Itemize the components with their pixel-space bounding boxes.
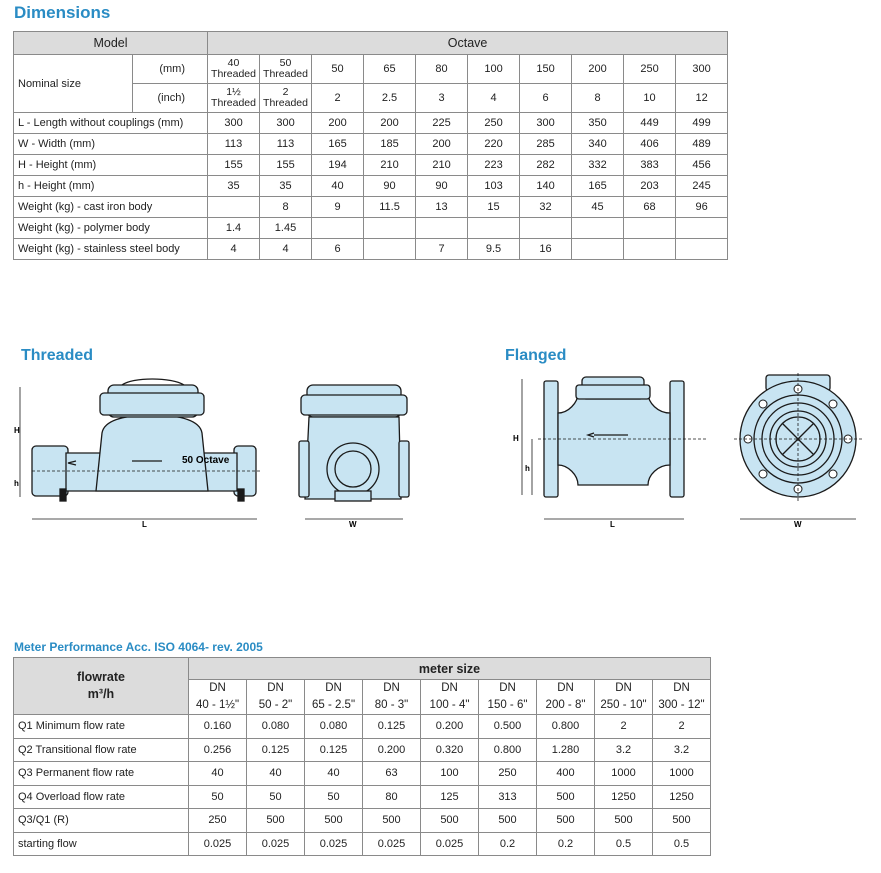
dn-size: 250 - 10" (600, 699, 647, 711)
size-value: 300 (692, 63, 711, 75)
table-cell: 332 (572, 155, 624, 176)
inch-size-cell (520, 84, 572, 113)
table-cell: 0.200 (363, 738, 421, 762)
table-cell: 223 (468, 155, 520, 176)
table-cell: 350 (572, 113, 624, 134)
dn-size: 80 - 3" (374, 699, 409, 711)
meter-size-cell (189, 680, 247, 715)
performance-title: Meter Performance Acc. ISO 4064- rev. 2005 (14, 640, 263, 654)
table-cell: 282 (520, 155, 572, 176)
row-label: W - Width (mm) (14, 134, 208, 155)
dn-size: 40 - 1½" (195, 699, 240, 711)
table-row (14, 809, 711, 833)
table-cell: 155 (260, 155, 312, 176)
table-cell: 313 (479, 785, 537, 809)
mm-size-cell (624, 55, 676, 84)
table-cell: 203 (624, 176, 676, 197)
dn-label: DN (325, 682, 342, 694)
dn-label: DN (441, 682, 458, 694)
size-value: 50 (331, 63, 344, 75)
table-cell: 80 (363, 785, 421, 809)
table-cell: 0.800 (537, 715, 595, 739)
meter-size-cell (479, 680, 537, 715)
table-cell: 383 (624, 155, 676, 176)
table-cell: 11.5 (364, 197, 416, 218)
table-cell: 3.2 (595, 738, 653, 762)
table-cell: 6 (312, 239, 364, 260)
table-cell: 225 (416, 113, 468, 134)
dn-size: 150 - 6" (487, 699, 528, 711)
threaded-front-diagram (295, 373, 413, 531)
table-cell: 0.256 (189, 738, 247, 762)
table-cell: 500 (247, 809, 305, 833)
table-cell: 285 (520, 134, 572, 155)
table-cell: 2 (595, 715, 653, 739)
table-cell: 113 (208, 134, 260, 155)
table-cell: 32 (520, 197, 572, 218)
table-cell: 40 (312, 176, 364, 197)
table-cell: 210 (416, 155, 468, 176)
flanged-W-label: W (794, 520, 802, 529)
table-cell: 499 (676, 113, 728, 134)
table-cell: 9 (312, 197, 364, 218)
table-cell: 0.5 (653, 832, 711, 856)
table-cell (572, 218, 624, 239)
flanged-front-diagram (734, 373, 864, 531)
size-value: 8 (594, 92, 601, 104)
size-value: 80 (435, 63, 448, 75)
threaded-side-diagram (12, 373, 270, 531)
table-cell: 185 (364, 134, 416, 155)
mm-size-cell (364, 55, 416, 84)
inch-unit: (inch) (133, 84, 208, 113)
dimensions-title: Dimensions (14, 3, 111, 22)
dn-size: 65 - 2.5" (311, 699, 356, 711)
table-cell: 1.280 (537, 738, 595, 762)
flanged-side-diagram (508, 373, 708, 531)
meter-size-cell (305, 680, 363, 715)
size-value: 2.5 (381, 92, 398, 104)
table-cell: 489 (676, 134, 728, 155)
table-cell: 0.125 (305, 738, 363, 762)
table-cell (676, 218, 728, 239)
table-cell: 50 (305, 785, 363, 809)
table-cell: 0.025 (363, 832, 421, 856)
dn-label: DN (209, 682, 226, 694)
threaded-title: Threaded (21, 347, 94, 364)
table-cell: 1000 (653, 762, 711, 786)
mm-size-cell (520, 55, 572, 84)
table-cell: 0.2 (479, 832, 537, 856)
inch-size-cell (260, 84, 312, 113)
table-cell: 90 (364, 176, 416, 197)
dn-label: DN (499, 682, 516, 694)
table-cell: 155 (208, 155, 260, 176)
threaded-h-label: h (14, 479, 19, 488)
size-value: 50 (279, 57, 292, 69)
table-cell: 300 (208, 113, 260, 134)
table-row (14, 762, 711, 786)
table-cell: 1250 (653, 785, 711, 809)
size-type: Threaded (211, 97, 256, 109)
table-row (14, 218, 728, 239)
table-cell: 103 (468, 176, 520, 197)
row-label: Weight (kg) - cast iron body (14, 197, 208, 218)
table-row (14, 832, 711, 856)
table-cell: 16 (520, 239, 572, 260)
table-cell: 4 (208, 239, 260, 260)
table-cell: 250 (189, 809, 247, 833)
table-cell: 35 (208, 176, 260, 197)
table-cell: 500 (595, 809, 653, 833)
table-cell: 63 (363, 762, 421, 786)
table-cell (624, 239, 676, 260)
inch-size-cell (468, 84, 520, 113)
performance-table (13, 657, 711, 856)
table-cell: 0.025 (247, 832, 305, 856)
meter-size-cell (537, 680, 595, 715)
flanged-h-label: h (525, 464, 530, 473)
table-cell: 300 (260, 113, 312, 134)
meter-size-cell (363, 680, 421, 715)
inch-size-cell (208, 84, 260, 113)
table-cell: 200 (416, 134, 468, 155)
flowrate-header (14, 658, 189, 715)
table-row (14, 785, 711, 809)
threaded-W-label: W (349, 520, 357, 529)
meter-size-cell (595, 680, 653, 715)
dn-label: DN (267, 682, 284, 694)
table-cell: 0.2 (537, 832, 595, 856)
table-cell: 1250 (595, 785, 653, 809)
table-cell: 500 (421, 809, 479, 833)
model-header: Model (14, 32, 208, 55)
table-cell: 0.125 (247, 738, 305, 762)
table-cell: 0.080 (305, 715, 363, 739)
table-cell: 400 (537, 762, 595, 786)
dn-size: 100 - 4" (429, 699, 470, 711)
dn-label: DN (383, 682, 400, 694)
row-label: Q4 Overload flow rate (14, 785, 189, 809)
dn-size: 50 - 2" (258, 699, 293, 711)
table-cell (312, 218, 364, 239)
dimensions-table (13, 31, 728, 260)
table-cell: 90 (416, 176, 468, 197)
table-cell (572, 239, 624, 260)
table-cell: 200 (312, 113, 364, 134)
row-label: H - Height (mm) (14, 155, 208, 176)
table-cell (364, 218, 416, 239)
table-cell: 250 (479, 762, 537, 786)
table-row (14, 715, 711, 739)
row-label: L - Length without couplings (mm) (14, 113, 208, 134)
table-cell: 449 (624, 113, 676, 134)
size-value: 100 (484, 63, 503, 75)
table-cell: 165 (572, 176, 624, 197)
table-cell: 0.200 (421, 715, 479, 739)
row-label: Weight (kg) - polymer body (14, 218, 208, 239)
table-cell: 0.800 (479, 738, 537, 762)
table-cell: 8 (260, 197, 312, 218)
table-row (14, 155, 728, 176)
size-value: 65 (383, 63, 396, 75)
inch-size-cell (312, 84, 364, 113)
table-row (14, 113, 728, 134)
size-type: Threaded (211, 68, 256, 80)
dn-label: DN (557, 682, 574, 694)
threaded-H-label: H (14, 426, 20, 435)
table-cell: 500 (537, 785, 595, 809)
size-value: 2 (282, 86, 289, 98)
table-cell: 300 (520, 113, 572, 134)
size-value: 250 (640, 63, 659, 75)
table-cell: 200 (364, 113, 416, 134)
mm-size-cell (676, 55, 728, 84)
table-cell: 0.160 (189, 715, 247, 739)
table-cell: 113 (260, 134, 312, 155)
table-cell: 4 (260, 239, 312, 260)
table-cell (676, 239, 728, 260)
threaded-L-label: L (142, 520, 147, 529)
table-cell: 500 (305, 809, 363, 833)
table-cell (624, 218, 676, 239)
row-label: Q1 Minimum flow rate (14, 715, 189, 739)
size-value: 6 (542, 92, 549, 104)
inch-size-cell (572, 84, 624, 113)
table-cell: 125 (421, 785, 479, 809)
inch-size-cell (624, 84, 676, 113)
row-label: Weight (kg) - stainless steel body (14, 239, 208, 260)
table-cell: 194 (312, 155, 364, 176)
table-cell: 50 (247, 785, 305, 809)
row-label: starting flow (14, 832, 189, 856)
size-value: 2 (334, 92, 341, 104)
table-cell: 45 (572, 197, 624, 218)
octave-header: Octave (208, 32, 728, 55)
meter-size-cell (247, 680, 305, 715)
table-cell: 0.025 (421, 832, 479, 856)
table-cell (364, 239, 416, 260)
table-cell: 7 (416, 239, 468, 260)
table-cell (208, 197, 260, 218)
mm-size-cell (208, 55, 260, 84)
size-value: 12 (695, 92, 708, 104)
table-cell: 2 (653, 715, 711, 739)
table-row (14, 176, 728, 197)
size-value: 1½ (226, 86, 241, 98)
table-cell: 340 (572, 134, 624, 155)
table-cell: 210 (364, 155, 416, 176)
mm-size-cell (416, 55, 468, 84)
dn-label: DN (673, 682, 690, 694)
table-cell: 500 (653, 809, 711, 833)
mm-size-cell (260, 55, 312, 84)
table-cell: 1.45 (260, 218, 312, 239)
size-value: 10 (643, 92, 656, 104)
table-cell: 13 (416, 197, 468, 218)
flowrate-unit: m³/h (87, 687, 115, 701)
mm-size-cell (312, 55, 364, 84)
dn-size: 300 - 12" (658, 699, 705, 711)
table-cell: 1.4 (208, 218, 260, 239)
table-cell: 1000 (595, 762, 653, 786)
size-value: 200 (588, 63, 607, 75)
table-cell: 68 (624, 197, 676, 218)
size-value: 40 (227, 57, 240, 69)
table-row (14, 239, 728, 260)
flowrate-label: flowrate (77, 670, 125, 684)
table-cell: 456 (676, 155, 728, 176)
table-cell: 220 (468, 134, 520, 155)
size-type: Threaded (263, 68, 308, 80)
mm-size-cell (468, 55, 520, 84)
table-cell (468, 218, 520, 239)
table-cell: 96 (676, 197, 728, 218)
row-label: Q3 Permanent flow rate (14, 762, 189, 786)
table-cell: 406 (624, 134, 676, 155)
mm-unit: (mm) (133, 55, 208, 84)
table-cell: 245 (676, 176, 728, 197)
table-cell: 0.080 (247, 715, 305, 739)
table-cell: 9.5 (468, 239, 520, 260)
table-cell: 0.025 (305, 832, 363, 856)
inch-size-cell (416, 84, 468, 113)
mm-size-cell (572, 55, 624, 84)
dn-size: 200 - 8" (545, 699, 586, 711)
table-cell: 100 (421, 762, 479, 786)
table-cell: 35 (260, 176, 312, 197)
size-value: 4 (490, 92, 497, 104)
table-cell: 50 (189, 785, 247, 809)
flanged-L-label: L (610, 520, 615, 529)
nominal-size-label: Nominal size (14, 55, 133, 113)
table-row (14, 134, 728, 155)
table-row (14, 738, 711, 762)
table-row (14, 197, 728, 218)
flanged-H-label: H (513, 434, 519, 443)
table-cell: 250 (468, 113, 520, 134)
size-type: Threaded (263, 97, 308, 109)
table-cell (416, 218, 468, 239)
table-cell: 0.125 (363, 715, 421, 739)
table-cell: 0.025 (189, 832, 247, 856)
dn-label: DN (615, 682, 632, 694)
meter-size-header: meter size (189, 658, 711, 680)
table-cell: 3.2 (653, 738, 711, 762)
table-cell: 165 (312, 134, 364, 155)
table-cell: 0.500 (479, 715, 537, 739)
table-cell: 500 (363, 809, 421, 833)
inch-size-cell (676, 84, 728, 113)
table-cell: 500 (479, 809, 537, 833)
meter-body-text: 50 Octave (182, 455, 230, 466)
row-label: Q3/Q1 (R) (14, 809, 189, 833)
size-value: 3 (438, 92, 445, 104)
table-cell: 0.320 (421, 738, 479, 762)
table-cell: 40 (305, 762, 363, 786)
row-label: h - Height (mm) (14, 176, 208, 197)
row-label: Q2 Transitional flow rate (14, 738, 189, 762)
table-cell: 40 (189, 762, 247, 786)
table-cell: 0.5 (595, 832, 653, 856)
table-cell (520, 218, 572, 239)
table-cell: 40 (247, 762, 305, 786)
table-cell: 15 (468, 197, 520, 218)
meter-size-cell (421, 680, 479, 715)
inch-size-cell (364, 84, 416, 113)
table-cell: 500 (537, 809, 595, 833)
flanged-title: Flanged (505, 347, 567, 364)
meter-size-cell (653, 680, 711, 715)
size-value: 150 (536, 63, 555, 75)
table-cell: 140 (520, 176, 572, 197)
